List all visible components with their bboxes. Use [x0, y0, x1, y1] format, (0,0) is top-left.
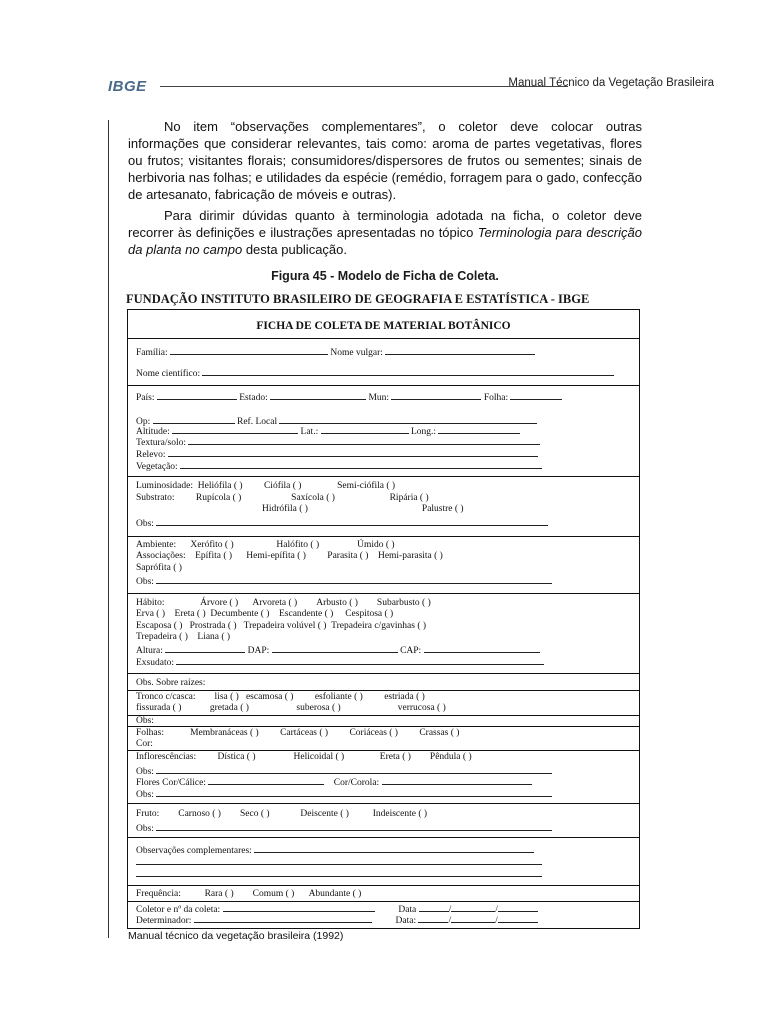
row-luminosidade [136, 481, 395, 491]
row-inflorescencias [136, 752, 472, 762]
row-folhas [136, 728, 459, 738]
nome-cientifico-label: Nome científico: [136, 369, 201, 379]
relevo-field[interactable] [168, 447, 538, 457]
obs-associacoes-field[interactable] [156, 574, 552, 584]
data2-month-field[interactable] [451, 913, 495, 923]
folhas-label: Folhas: [136, 728, 164, 738]
pais-field[interactable] [157, 390, 237, 400]
determinador-field[interactable] [194, 913, 372, 923]
form-divider [128, 803, 639, 804]
obs-label: Obs: [136, 767, 154, 777]
row-obs-tronco [136, 716, 154, 726]
obs-complementares-line[interactable] [136, 867, 542, 877]
obs-raizes-label: Obs. Sobre raízes: [136, 678, 206, 688]
suberosa-option[interactable]: suberosa ( ) [296, 703, 341, 713]
long-label: Long.: [410, 427, 437, 437]
p2-topic-link: Terminologia para descrição da planta no campo [128, 225, 642, 257]
row-obs-raizes [136, 678, 205, 688]
dap-field[interactable] [272, 643, 398, 653]
carnoso-option[interactable]: Carnoso ( ) [178, 809, 221, 819]
determinador-label: Determinador: [136, 916, 192, 926]
relevo-label: Relevo: [136, 450, 166, 460]
familia-field[interactable] [170, 345, 328, 355]
riparia-option[interactable]: Ripária ( ) [389, 493, 429, 503]
indeiscente-option[interactable]: Indeiscente ( ) [372, 809, 428, 819]
frequencia-label: Frequência: [136, 889, 181, 899]
arvoreta-option[interactable]: Arvoreta ( ) [252, 598, 298, 608]
exsudato-field[interactable] [176, 655, 544, 665]
row-exsudato [136, 655, 544, 668]
row-substrato [136, 493, 429, 503]
esfoliante-option[interactable]: esfoliante ( ) [314, 692, 363, 702]
substrato-label: Substrato: [136, 493, 175, 503]
form-divider [128, 837, 639, 838]
row-hidrofila [262, 504, 464, 514]
cartaceas-option[interactable]: Cartáceas ( ) [280, 728, 329, 738]
form-divider [128, 690, 639, 691]
arbusto-option[interactable]: Arbusto ( ) [316, 598, 358, 608]
cespitosa-option[interactable]: Cespitosa ( ) [345, 609, 394, 619]
erva-option[interactable]: Erva ( ) [136, 609, 166, 619]
rupicola-option[interactable]: Rupícola ( ) [195, 493, 242, 503]
lisa-option[interactable]: lisa ( ) [214, 692, 239, 702]
estado-field[interactable] [270, 390, 366, 400]
altura-field[interactable] [165, 643, 245, 653]
habito-label: Hábito: [136, 598, 165, 608]
cor-corola-field[interactable] [382, 775, 532, 785]
estado-label: Estado: [239, 393, 268, 403]
form-divider [128, 476, 639, 477]
lat-label: Lat.: [300, 427, 319, 437]
vegetacao-field[interactable] [180, 459, 542, 469]
membranaceas-option[interactable]: Membranáceas ( ) [190, 728, 259, 738]
op-field[interactable] [153, 414, 235, 424]
row-tronco [136, 692, 425, 702]
paragraph-observacoes: No item “observações complementares”, o coletor deve colocar outras informações que considerar relevantes, tais como: aroma de partes vegetativas, flores ou frutos; visitantes florais; consumidores/dispersores de frutos ou sementes; sinais de herbivoria nas folhas; e utilidades da espécie (remédio, forragem para o gado, confecção de artesanato, fabricação de móveis e outras). [128, 119, 642, 202]
palustre-option[interactable]: Palustre ( ) [421, 504, 464, 514]
escamosa-option[interactable]: escamosa ( ) [245, 692, 294, 702]
collection-form [127, 309, 640, 929]
page-header [108, 72, 714, 94]
row-pais [136, 390, 562, 403]
row-erva [136, 609, 393, 619]
hemi-parasita-option[interactable]: Hemi-parasita ( ) [377, 551, 443, 561]
data-year-field[interactable] [498, 902, 538, 912]
obs-complementares-label: Observações complementares: [136, 846, 252, 856]
fissurada-option[interactable]: fissurada ( ) [136, 703, 182, 713]
mun-field[interactable] [391, 390, 481, 400]
saxicola-option[interactable]: Saxícola ( ) [291, 493, 335, 503]
form-divider [128, 715, 639, 716]
halofito-option[interactable]: Halófito ( ) [276, 540, 320, 550]
liana-option[interactable]: Liana ( ) [197, 632, 231, 642]
row-fissurada [136, 703, 446, 713]
form-divider [128, 673, 639, 674]
trepadeira-option[interactable]: Trepadeira ( ) [136, 632, 188, 642]
tronco-label: Tronco c/casca: [136, 692, 196, 702]
obs-fruto-field[interactable] [156, 821, 552, 831]
coletor-field[interactable] [223, 902, 375, 912]
altitude-field[interactable] [172, 424, 298, 434]
cap-label: CAP: [400, 646, 422, 656]
ref-local-label: Ref. Local [237, 417, 278, 427]
row-trepadeira [136, 632, 230, 642]
form-divider [128, 536, 639, 537]
row-obs-associacoes [136, 574, 552, 587]
row-obs-substrato [136, 516, 548, 529]
umido-option[interactable]: Úmido ( ) [357, 540, 395, 550]
pais-label: País: [136, 393, 155, 403]
lat-field[interactable] [321, 424, 409, 434]
altitude-label: Altitude: [136, 427, 170, 437]
data-determinador-label: Data: [395, 916, 417, 926]
escandente-option[interactable]: Escandente ( ) [278, 609, 334, 619]
row-obs-complementares-3 [136, 867, 542, 880]
data-day-field[interactable] [419, 902, 449, 912]
deiscente-option[interactable]: Deiscente ( ) [300, 809, 349, 819]
hemi-epifita-option[interactable]: Hemi-epífita ( ) [246, 551, 306, 561]
flores-cor-label: Flores Cor/Cálice: [136, 778, 206, 788]
xerofito-option[interactable]: Xerófito ( ) [190, 540, 234, 550]
running-head: Manual Técnico da Vegetação Brasileira [508, 77, 714, 89]
row-ambiente [136, 540, 395, 550]
helicoidal-option[interactable]: Helicoidal ( ) [293, 752, 345, 762]
form-divider [128, 885, 639, 886]
figure-caption: Figura 45 - Modelo de Ficha de Coleta. [271, 269, 499, 283]
textura-field[interactable] [188, 435, 540, 445]
obs-label: Obs: [136, 577, 154, 587]
row-saprofita [136, 563, 182, 573]
ereta-inflorescencia-option[interactable]: Ereta ( ) [379, 752, 411, 762]
obs-label: Obs: [136, 790, 154, 800]
mun-label: Mun: [368, 393, 390, 403]
hidrofila-option[interactable]: Hidrófila ( ) [262, 504, 308, 514]
saprofita-option[interactable]: Saprófita ( ) [136, 563, 182, 573]
obs-complementares-line[interactable] [136, 855, 542, 865]
cor-label: Cor: [136, 739, 153, 749]
pendula-option[interactable]: Pêndula ( ) [429, 752, 472, 762]
flores-cor-field[interactable] [208, 775, 324, 785]
figure-source: Manual técnico da vegetação brasileira (1992) [128, 930, 344, 942]
paragraph-terminologia [128, 207, 642, 258]
seco-option[interactable]: Seco ( ) [239, 809, 270, 819]
obs-label: Obs: [136, 824, 154, 834]
textura-label: Textura/solo: [136, 438, 186, 448]
nome-vulgar-label: Nome vulgar: [330, 348, 383, 358]
cap-field[interactable] [424, 643, 540, 653]
obs-label: Obs: [136, 716, 154, 726]
subarbusto-option[interactable]: Subarbusto ( ) [376, 598, 431, 608]
p2-text-b: desta publicação. [242, 242, 347, 257]
exsudato-label: Exsudato: [136, 658, 174, 668]
dap-label: DAP: [247, 646, 270, 656]
estriada-option[interactable]: estriada ( ) [384, 692, 425, 702]
cor-corola-label: Cor/Corola: [333, 778, 380, 788]
row-obs-fruto [136, 821, 552, 834]
obs-substrato-field[interactable] [156, 516, 548, 526]
ciofila-option[interactable]: Ciófila ( ) [263, 481, 302, 491]
folha-label: Folha: [483, 393, 509, 403]
folha-field[interactable] [510, 390, 562, 400]
coletor-label: Coletor e nº da coleta: [136, 905, 221, 915]
form-divider [128, 385, 639, 386]
obs-inflorescencia-field[interactable] [156, 764, 552, 774]
vegetacao-label: Vegetação: [136, 462, 178, 472]
row-obs-flores [136, 787, 552, 800]
obs-label: Obs: [136, 519, 154, 529]
crassas-option[interactable]: Crassas ( ) [419, 728, 460, 738]
rara-option[interactable]: Rara ( ) [204, 889, 234, 899]
abundante-option[interactable]: Abundante ( ) [308, 889, 362, 899]
distica-option[interactable]: Dística ( ) [217, 752, 256, 762]
altura-label: Altura: [136, 646, 163, 656]
long-field[interactable] [438, 424, 520, 434]
data-month-field[interactable] [451, 902, 495, 912]
semi-ciofila-option[interactable]: Semi-ciófila ( ) [337, 481, 396, 491]
ref-local-field[interactable] [279, 414, 537, 424]
op-label: Op: [136, 417, 151, 427]
trepadeira-voluvel-option[interactable]: Trepadeira volúvel ( ) [243, 621, 327, 631]
form-title: FICHA DE COLETA DE MATERIAL BOTÂNICO [256, 320, 511, 332]
data2-day-field[interactable] [418, 913, 448, 923]
arvore-option[interactable]: Árvore ( ) [200, 598, 239, 608]
form-divider [128, 593, 639, 594]
form-divider [128, 338, 639, 339]
decumbente-option[interactable]: Decumbente ( ) [210, 609, 270, 619]
row-habito [136, 598, 431, 608]
prostrada-option[interactable]: Prostrada ( ) [189, 621, 237, 631]
nome-cientifico-field[interactable] [202, 366, 614, 376]
coriaceas-option[interactable]: Coriáceas ( ) [349, 728, 398, 738]
row-escaposa [136, 621, 426, 631]
header-rule [160, 86, 568, 87]
row-determinador: Determinador: Data: / / [136, 913, 538, 926]
comum-option[interactable]: Comum ( ) [252, 889, 295, 899]
p2-text-a: Para dirimir dúvidas quanto à terminologia adotada na ficha, o coletor deve recorrer às definições e ilustrações apresentadas no tópico [128, 208, 642, 240]
form-divider [128, 750, 639, 751]
row-cor-folhas [136, 739, 153, 749]
heliofila-option[interactable]: Heliófila ( ) [197, 481, 243, 491]
ambiente-label: Ambiente: [136, 540, 177, 550]
luminosidade-label: Luminosidade: [136, 481, 193, 491]
nome-vulgar-field[interactable] [385, 345, 535, 355]
obs-flores-field[interactable] [156, 787, 552, 797]
row-fruto [136, 809, 427, 819]
familia-label: Família: [136, 348, 168, 358]
row-associacoes [136, 551, 443, 561]
associacoes-label: Associações: [136, 551, 186, 561]
escaposa-option[interactable]: Escaposa ( ) [136, 621, 183, 631]
inflorescencias-label: Inflorescências: [136, 752, 197, 762]
verrucosa-option[interactable]: verrucosa ( ) [397, 703, 446, 713]
gretada-option[interactable]: gretada ( ) [209, 703, 249, 713]
data-label: Data [398, 905, 417, 915]
data2-year-field[interactable] [498, 913, 538, 923]
institution-title: FUNDAÇÃO INSTITUTO BRASILEIRO DE GEOGRAFIA E ESTATÍSTICA - IBGE [126, 292, 590, 306]
margin-rule [108, 120, 109, 938]
row-nome-cientifico [136, 366, 614, 379]
ibge-logo: IBGE [108, 78, 147, 95]
row-frequencia [136, 889, 361, 899]
obs-complementares-field[interactable] [254, 843, 534, 853]
row-coletor: Coletor e nº da coleta: Data / / [136, 902, 538, 915]
fruto-label: Fruto: [136, 809, 160, 819]
ereta-option[interactable]: Ereta ( ) [174, 609, 206, 619]
form-divider [128, 726, 639, 727]
trepadeira-gavinhas-option[interactable]: Trepadeira c/gavinhas ( ) [331, 621, 427, 631]
row-vegetacao [136, 459, 542, 472]
epifita-option[interactable]: Epífita ( ) [195, 551, 233, 561]
parasita-option[interactable]: Parasita ( ) [327, 551, 369, 561]
row-familia [136, 345, 535, 358]
